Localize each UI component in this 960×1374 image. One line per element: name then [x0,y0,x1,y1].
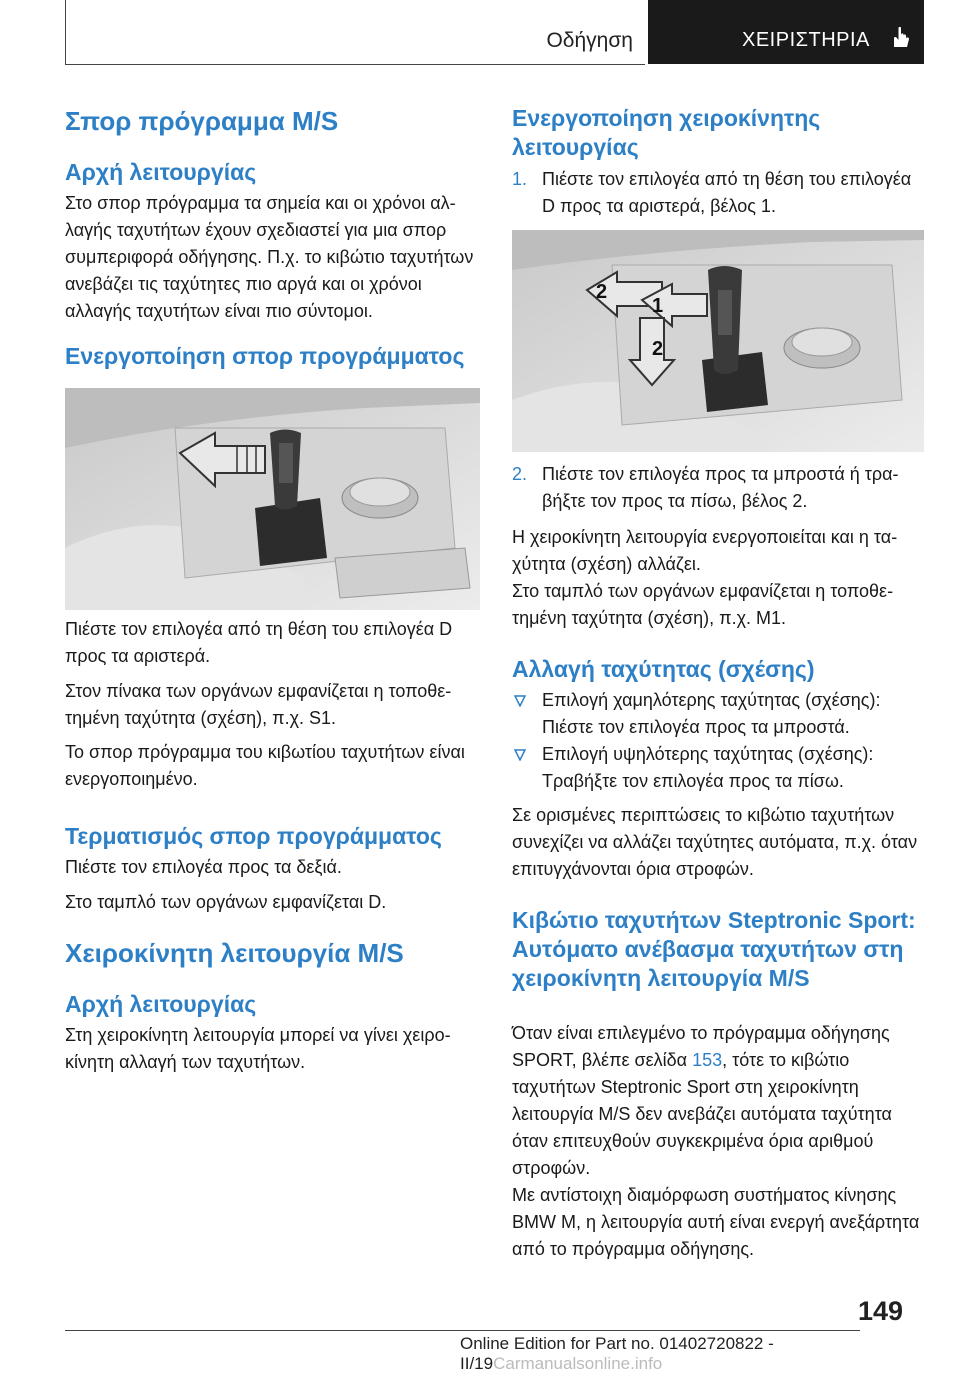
paragraph-gear-display: Στο ταμπλό των οργάνων εμφανίζεται η τοποθετημένη ταχύτητα (σχέση), π.χ. M1. [512,581,894,628]
arrow-label-2a: 2 [596,281,608,303]
paragraph-end-2: Στο ταμπλό των οργάνων εμφανίζεται D. [65,892,387,912]
step-text: Πιέστε τον επιλογέα από τη θέση του επιλογέα D προς τα αριστερά, βέλος 1. [542,169,912,216]
step-1 [512,166,924,220]
hand-pointer-icon [888,25,914,51]
step-number: 2. [512,464,528,484]
paragraph-end-1: Πιέστε τον επιλογέα προς τα δεξιά. [65,857,342,877]
heading-end-sport: Τερματισμός σπορ προγράμματος [65,823,442,849]
page-reference-link[interactable]: 153 [692,1050,723,1070]
page-number: 149 [858,1296,904,1326]
heading-manual-mode: Χειροκίνητη λειτουργία M/S [65,938,404,968]
triangle-bullet-icon [514,695,526,707]
triangle-bullet-icon [514,749,526,761]
gear-selector-image-manual [512,230,924,452]
header-rule [65,64,645,65]
footer-rule [65,1330,860,1331]
paragraph-principle-2: Στη χειροκίνητη λειτουργία μπορεί να γίνει χειροκίνητη αλλαγή των ταχυτήτων. [65,1025,451,1072]
arrow-label-2b: 2 [652,338,664,360]
bullet-text: Επιλογή χαμηλότερης ταχύτητας (σχέσης): Πιέστε τον επιλογέα προς τα μπροστά. [542,690,881,737]
heading-sport-program: Σπορ πρόγραμμα M/S [65,106,339,136]
bullet-text: Επιλογή υψηλότερης ταχύτητας (σχέσης): Τραβήξτε τον επιλογέα προς τα πίσω. [542,744,874,791]
paragraph-bmw-m: Με αντίστοιχη διαμόρφωση συστήματος κίνησης BMW M, η λειτουργία αυτή είναι ενεργή ανεξάρτητα από το πρόγραμμα οδήγησης. [512,1185,920,1259]
gear-selector-image-sport [65,388,480,610]
watermark-brand: Carmanualsonline.info [493,1354,663,1373]
paragraph-auto-shift: Σε ορισμένες περιπτώσεις το κιβώτιο ταχυτήτων συνεχίζει να αλλάζει ταχύτητες αυτόματα, π.χ. όταν επιτυγχάνονται όρια στροφών. [512,805,918,879]
chapter-tab [648,0,924,64]
heading-shift-gear: Αλλαγή ταχύτητας (σχέσης) [512,656,815,682]
heading-principle-2: Αρχή λειτουργίας [65,991,257,1017]
footer-edition [460,1334,930,1374]
section-title: Οδήγηση [546,29,633,52]
bullet-upshift [512,741,924,795]
paragraph-gear-changes: Η χειροκίνητη λειτουργία ενεργοποιείται και η ταχύτητα (σχέση) αλλάζει. [512,527,898,574]
heading-activate-manual: Ενεργοποίηση χειροκίνητης λειτουργίας [512,105,821,160]
step-number: 1. [512,169,528,189]
bullet-downshift [512,687,924,741]
paragraph-activate-3: Το σπορ πρόγραμμα του κιβωτίου ταχυτήτων είναι ενεργοποιημένο. [65,742,465,789]
paragraph-activate-2: Στον πίνακα των οργάνων εμφανίζεται η τοποθετημένη ταχύτητα (σχέση), π.χ. S1. [65,681,452,728]
heading-activate-sport: Ενεργοποίηση σπορ προγράμματος [65,343,465,369]
paragraph-steptronic: Όταν είναι επιλεγμένο το πρόγραμμα οδήγησης SPORT, βλέπε σελίδα 153, τότε το κιβώτιο ταχυτήτων Steptronic Sport στη χειροκίνητη λειτουργία M/S δεν ανεβάζει αυτόματα ταχύτητα όταν επιτευχθούν συγκεκριμένα όρια αριθμού στροφών. [512,1023,892,1178]
heading-principle: Αρχή λειτουργίας [65,159,257,185]
arrow-label-1: 1 [652,295,664,317]
header-section [66,0,645,64]
edition-text: Online Edition for Part no. 01402720822 - II/19 [460,1334,774,1373]
paragraph-principle: Στο σπορ πρόγραμμα τα σημεία και οι χρόνοι αλλαγής ταχυτήτων έχουν σχεδιαστεί για μια σπορ συμπεριφορά οδήγησης. Π.χ. το κιβώτιο ταχυτήτων ανεβάζει τις ταχύτητες πιο αργά και οι χρόνοι αλλαγής ταχυτήτων είναι πιο σύντομοι. [65,193,474,321]
chapter-title: ΧΕΙΡΙΣΤΗΡΙΑ [742,29,870,51]
heading-steptronic: Κιβώτιο ταχυτήτων Steptronic Sport: Αυτόματο ανέβασμα ταχυτήτων στη χειροκίνητη λειτουργία M/S [512,907,916,991]
step-2 [512,461,924,515]
step-text: Πιέστε τον επιλογέα προς τα μπροστά ή τραβήξτε τον προς τα πίσω, βέλος 2. [542,464,899,511]
paragraph-activate-1: Πιέστε τον επιλογέα από τη θέση του επιλογέα D προς τα αριστερά. [65,619,453,666]
